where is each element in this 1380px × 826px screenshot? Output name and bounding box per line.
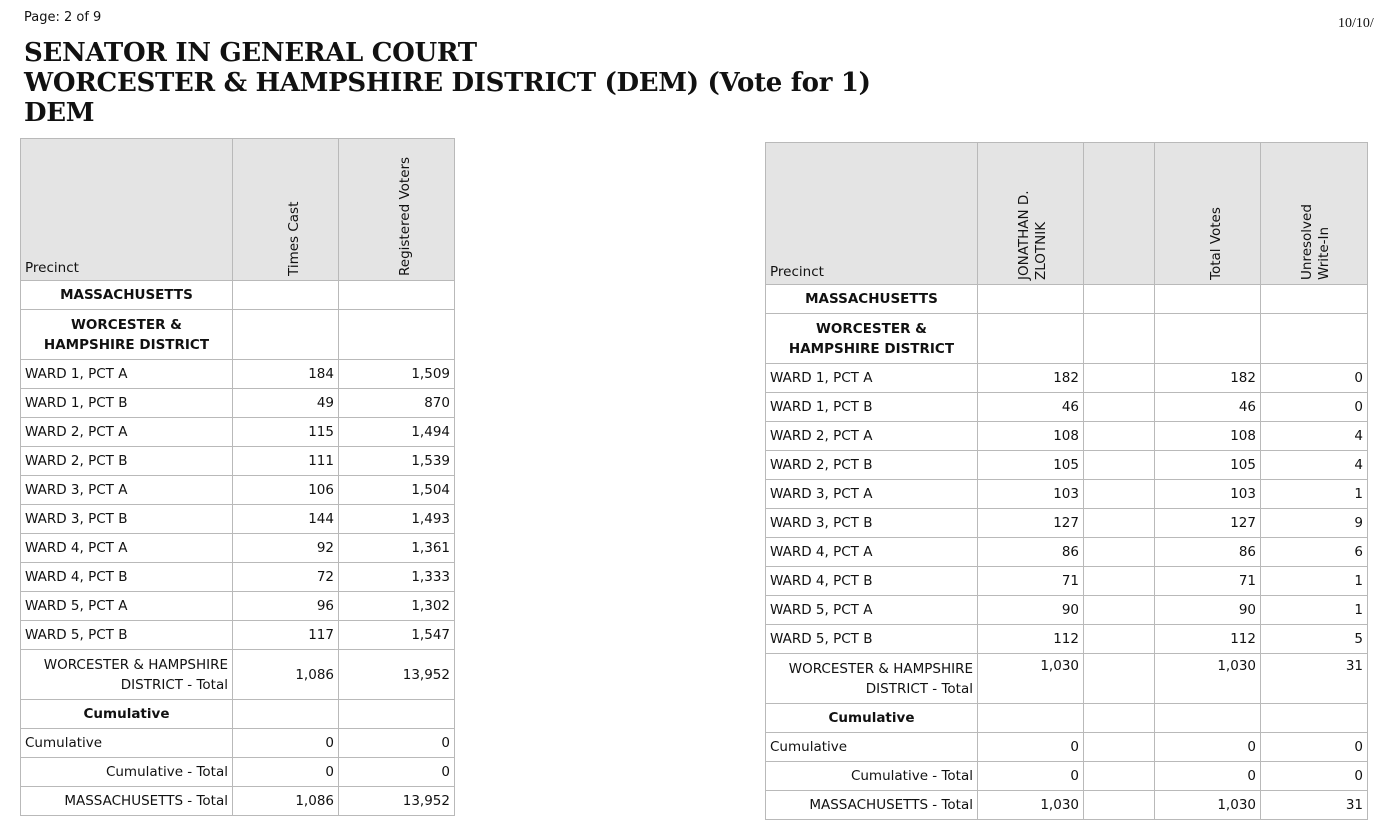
- registered-cell: 1,302: [339, 592, 455, 621]
- table-row: [21, 621, 455, 650]
- write-in-cell: 1: [1261, 567, 1368, 596]
- group-district: WORCESTER & HAMPSHIRE DISTRICT: [21, 310, 233, 360]
- precinct-cell: WARD 3, PCT A: [766, 480, 978, 509]
- total-votes-cell: 105: [1155, 451, 1261, 480]
- total-votes-cell: 103: [1155, 480, 1261, 509]
- state-total-row: MASSACHUSETTS - Total 1,086 13,952: [21, 787, 455, 816]
- total-votes-cell: 112: [1155, 625, 1261, 654]
- registered-cell: 1,509: [339, 360, 455, 389]
- table-row: [766, 596, 1368, 625]
- write-in-cell: 1: [1261, 596, 1368, 625]
- district-total-row: WORCESTER & HAMPSHIRE DISTRICT - Total 1,030 1,030 31: [766, 654, 1368, 704]
- precinct-cell: WARD 4, PCT B: [766, 567, 978, 596]
- precinct-cell: WARD 1, PCT B: [766, 393, 978, 422]
- total-votes-header: Total Votes: [1155, 143, 1261, 285]
- table-row: [766, 509, 1368, 538]
- write-in-cell: 4: [1261, 451, 1368, 480]
- write-in-cell: 9: [1261, 509, 1368, 538]
- candidate-votes-cell: 105: [978, 451, 1084, 480]
- precinct-header: Precinct: [21, 139, 233, 281]
- precinct-cell: WARD 3, PCT A: [21, 476, 233, 505]
- results-table: [765, 142, 1368, 820]
- precinct-cell: WARD 2, PCT B: [766, 451, 978, 480]
- candidate-votes-cell: 46: [978, 393, 1084, 422]
- group-state: MASSACHUSETTS: [21, 281, 233, 310]
- registered-cell: 870: [339, 389, 455, 418]
- table-row: [766, 422, 1368, 451]
- cumulative-header: Cumulative: [766, 704, 978, 733]
- spacer-cell: [1084, 393, 1155, 422]
- group-district: WORCESTER & HAMPSHIRE DISTRICT: [766, 314, 978, 364]
- precinct-cell: WARD 5, PCT B: [21, 621, 233, 650]
- precinct-cell: WARD 3, PCT B: [21, 505, 233, 534]
- table-row: [766, 567, 1368, 596]
- total-votes-cell: 71: [1155, 567, 1261, 596]
- precinct-cell: WARD 1, PCT A: [766, 364, 978, 393]
- total-votes-cell: 182: [1155, 364, 1261, 393]
- candidate-votes-cell: 90: [978, 596, 1084, 625]
- candidate-votes-cell: 103: [978, 480, 1084, 509]
- spacer-cell: [1084, 567, 1155, 596]
- total-votes-cell: 86: [1155, 538, 1261, 567]
- times-cast-cell: 184: [233, 360, 339, 389]
- page-number: Page: 2 of 9: [24, 10, 102, 25]
- precinct-cell: WARD 4, PCT B: [21, 563, 233, 592]
- times-cast-cell: 49: [233, 389, 339, 418]
- registered-voters-header: Registered Voters: [339, 139, 455, 281]
- table-row: [21, 592, 455, 621]
- spacer-cell: [1084, 538, 1155, 567]
- table-row: [21, 476, 455, 505]
- table-row: [21, 360, 455, 389]
- table-row: [21, 389, 455, 418]
- title-line-3: DEM: [24, 98, 95, 128]
- cumulative-row: Cumulative 0 0 0: [766, 733, 1368, 762]
- precinct-cell: WARD 5, PCT A: [766, 596, 978, 625]
- cumulative-row: Cumulative 0 0: [21, 729, 455, 758]
- turnout-table: [20, 138, 455, 816]
- candidate-votes-cell: 71: [978, 567, 1084, 596]
- table-row: [766, 625, 1368, 654]
- header-row: [766, 143, 1368, 285]
- candidate-votes-cell: 108: [978, 422, 1084, 451]
- precinct-cell: WARD 2, PCT B: [21, 447, 233, 476]
- candidate-votes-cell: 112: [978, 625, 1084, 654]
- precinct-cell: WARD 2, PCT A: [766, 422, 978, 451]
- precinct-cell: WARD 2, PCT A: [21, 418, 233, 447]
- times-cast-cell: 115: [233, 418, 339, 447]
- report-date: 10/10/: [1338, 16, 1374, 31]
- write-in-cell: 0: [1261, 364, 1368, 393]
- precinct-cell: WARD 5, PCT B: [766, 625, 978, 654]
- cumulative-total-row: Cumulative - Total 0 0 0: [766, 762, 1368, 791]
- write-in-cell: 0: [1261, 393, 1368, 422]
- write-in-cell: 4: [1261, 422, 1368, 451]
- times-cast-cell: 96: [233, 592, 339, 621]
- precinct-cell: WARD 3, PCT B: [766, 509, 978, 538]
- header-row: [21, 139, 455, 281]
- table-row: [766, 393, 1368, 422]
- title-line-1: SENATOR IN GENERAL COURT: [24, 38, 477, 68]
- total-votes-cell: 127: [1155, 509, 1261, 538]
- table-row: [766, 538, 1368, 567]
- times-cast-cell: 106: [233, 476, 339, 505]
- registered-cell: 1,361: [339, 534, 455, 563]
- registered-cell: 1,547: [339, 621, 455, 650]
- times-cast-cell: 144: [233, 505, 339, 534]
- times-cast-cell: 92: [233, 534, 339, 563]
- table-row: [766, 364, 1368, 393]
- total-votes-cell: 46: [1155, 393, 1261, 422]
- write-in-cell: 1: [1261, 480, 1368, 509]
- spacer-cell: [1084, 509, 1155, 538]
- table-row: [21, 563, 455, 592]
- title-line-2: WORCESTER & HAMPSHIRE DISTRICT (DEM) (Vote for 1): [24, 68, 871, 98]
- contest-title: [24, 38, 871, 128]
- precinct-cell: WARD 1, PCT B: [21, 389, 233, 418]
- total-votes-cell: 108: [1155, 422, 1261, 451]
- precinct-cell: WARD 5, PCT A: [21, 592, 233, 621]
- state-total-row: MASSACHUSETTS - Total 1,030 1,030 31: [766, 791, 1368, 820]
- table-row: [21, 505, 455, 534]
- write-in-cell: 5: [1261, 625, 1368, 654]
- table-row: [21, 418, 455, 447]
- candidate-votes-cell: 86: [978, 538, 1084, 567]
- spacer-cell: [1084, 364, 1155, 393]
- times-cast-header: Times Cast: [233, 139, 339, 281]
- registered-cell: 1,333: [339, 563, 455, 592]
- registered-cell: 1,494: [339, 418, 455, 447]
- times-cast-cell: 72: [233, 563, 339, 592]
- write-in-header: Unresolved Write-In: [1261, 143, 1368, 285]
- spacer-cell: [1084, 480, 1155, 509]
- spacer-cell: [1084, 625, 1155, 654]
- registered-cell: 1,493: [339, 505, 455, 534]
- group-state: MASSACHUSETTS: [766, 285, 978, 314]
- registered-cell: 1,539: [339, 447, 455, 476]
- cumulative-header: Cumulative: [21, 700, 233, 729]
- candidate-votes-cell: 182: [978, 364, 1084, 393]
- precinct-cell: WARD 1, PCT A: [21, 360, 233, 389]
- precinct-cell: WARD 4, PCT A: [766, 538, 978, 567]
- table-row: [21, 534, 455, 563]
- table-row: [766, 480, 1368, 509]
- cumulative-total-row: Cumulative - Total 0 0: [21, 758, 455, 787]
- precinct-cell: WARD 4, PCT A: [21, 534, 233, 563]
- write-in-cell: 6: [1261, 538, 1368, 567]
- times-cast-cell: 111: [233, 447, 339, 476]
- precinct-header: Precinct: [766, 143, 978, 285]
- registered-cell: 1,504: [339, 476, 455, 505]
- spacer-cell: [1084, 596, 1155, 625]
- candidate-header: JONATHAN D. ZLOTNIK: [978, 143, 1084, 285]
- table-row: [766, 451, 1368, 480]
- table-row: [21, 447, 455, 476]
- total-votes-cell: 90: [1155, 596, 1261, 625]
- district-total-row: WORCESTER & HAMPSHIRE DISTRICT - Total 1,086 13,952: [21, 650, 455, 700]
- times-cast-cell: 117: [233, 621, 339, 650]
- spacer-cell: [1084, 451, 1155, 480]
- candidate-votes-cell: 127: [978, 509, 1084, 538]
- spacer-cell: [1084, 422, 1155, 451]
